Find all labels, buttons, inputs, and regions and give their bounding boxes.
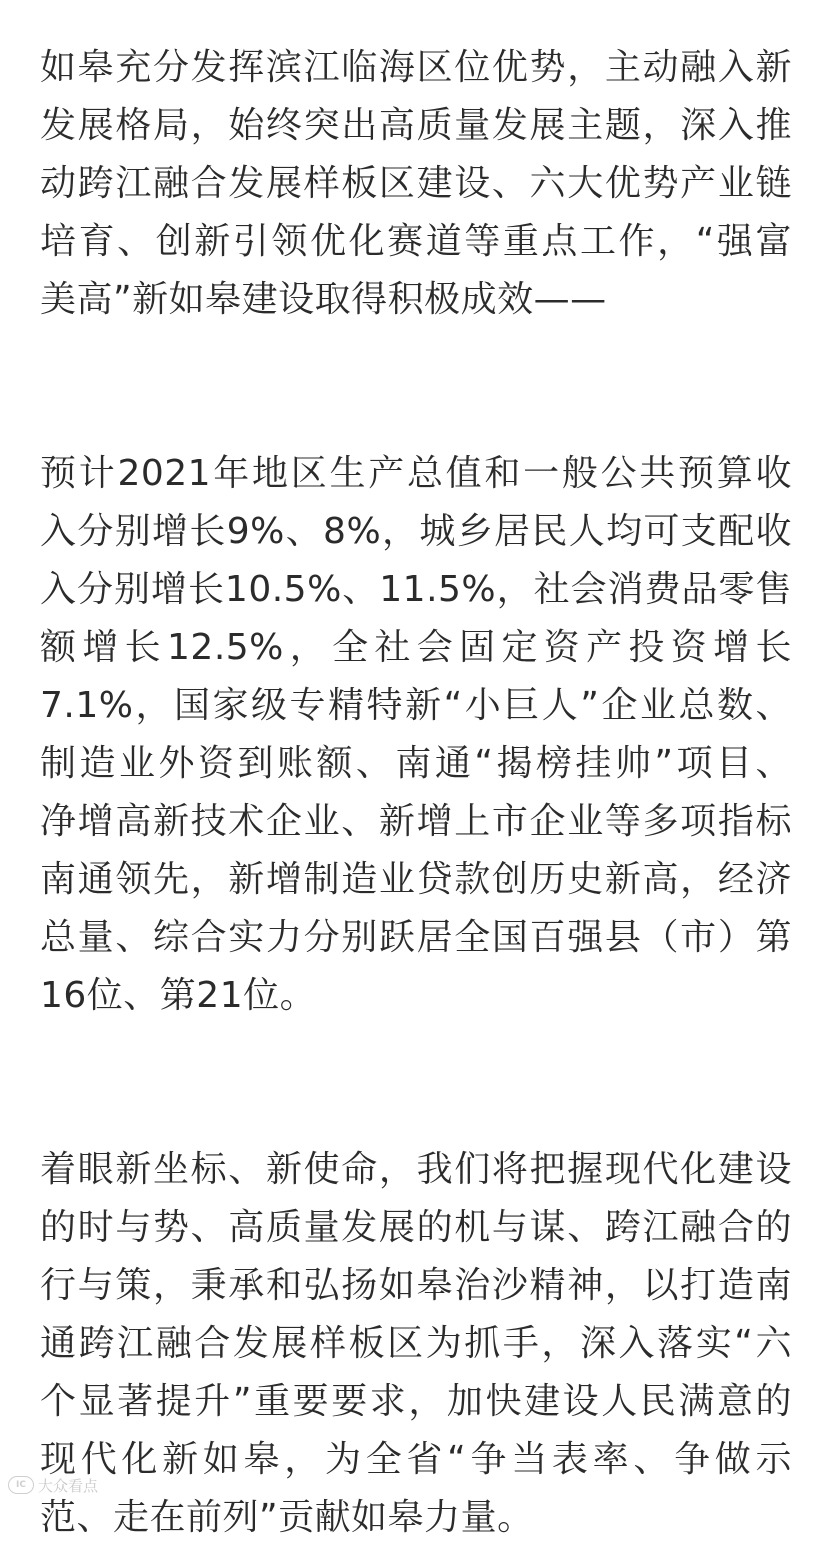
paragraph-line: 额增长12.5%，全社会固定资产投资增长 [40,627,792,668]
paragraph-spacer [40,329,792,445]
paragraph-line: 如皋充分发挥滨江临海区位优势，主动融入新 [40,47,792,88]
paragraph-line: 个显著提升”重要要求，加快建设人民满意的 [40,1381,792,1422]
paragraph-line: 7.1%，国家级专精特新“小巨人”企业总数、 [40,685,792,726]
paragraph-line: 制造业外资到账额、南通“揭榜挂帅”项目、 [40,743,792,784]
paragraph-line: 净增高新技术企业、新增上市企业等多项指标 [40,801,792,842]
watermark [8,1474,98,1496]
paragraph-1 [40,39,792,329]
watermark-logo-icon: IC [8,1476,34,1494]
paragraph-line: 动跨江融合发展样板区建设、六大优势产业链 [40,163,792,204]
paragraph-line: 发展格局，始终突出高质量发展主题，深入推 [40,105,792,146]
paragraph-line: 南通领先，新增制造业贷款创历史新高，经济 [40,859,792,900]
paragraph-line: 行与策，秉承和弘扬如皋治沙精神，以打造南 [40,1265,792,1306]
paragraph-3 [40,1141,792,1547]
paragraph-line: 的时与势、高质量发展的机与谋、跨江融合的 [40,1207,792,1248]
paragraph-line: 着眼新坐标、新使命，我们将把握现代化建设 [40,1149,792,1190]
paragraph-line: 总量、综合实力分别跃居全国百强县（市）第 [40,917,792,958]
watermark-text: 大众看点 [38,1476,99,1495]
paragraph-line: 16位、第21位。 [40,975,317,1016]
paragraph-line: 范、走在前列”贡献如皋力量。 [40,1497,534,1538]
paragraph-line: 入分别增长9%、8%，城乡居民人均可支配收 [40,511,792,552]
paragraph-line: 美高”新如皋建设取得积极成效—— [40,279,607,320]
paragraph-spacer [40,1025,792,1141]
paragraph-line: 培育、创新引领优化赛道等重点工作，“强富 [40,221,792,262]
paragraph-line: 入分别增长10.5%、11.5%，社会消费品零售 [40,569,792,610]
paragraph-line: 通跨江融合发展样板区为抓手，深入落实“六 [40,1323,792,1364]
article-body [40,39,792,1547]
paragraph-line: 现代化新如皋，为全省“争当表率、争做示 [40,1439,792,1480]
paragraph-line: 预计2021年地区生产总值和一般公共预算收 [40,453,792,494]
paragraph-2 [40,445,792,1025]
